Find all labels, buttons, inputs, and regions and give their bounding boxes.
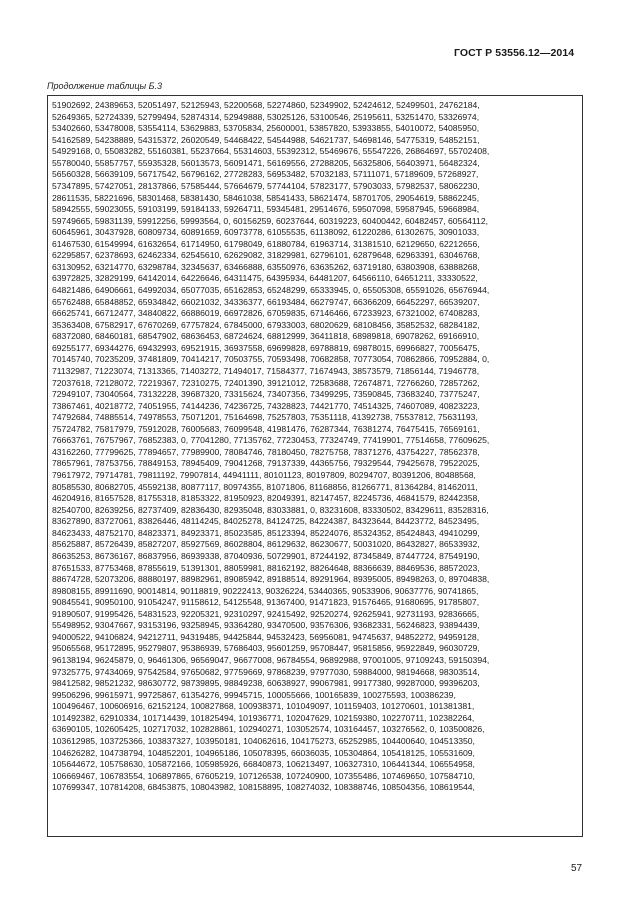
table-line: 46204916, 81657528, 81755318, 81853322, 81950923, 82049391, 82147457, 82245736, 46841579, 82442358, (52, 493, 480, 504)
table-line: 69255177, 69344276, 69432993, 69521915, 36937558, 69699828, 69788819, 69878015, 69966827, 70056475, (52, 342, 480, 353)
table-line: 74792684, 74885514, 74978553, 75071201, 75164698, 75257803, 75351118, 41392738, 75537812, 75631193, (52, 412, 478, 423)
table-line: 95065568, 95172895, 95279807, 95386939, 57686403, 95601259, 95708447, 95815856, 95922849, 96030729, (52, 643, 480, 654)
table-line: 104626282, 104738794, 104852201, 104965186, 105078395, 66036035, 105304864, 105418125, 105531609, (52, 747, 475, 758)
table-line: 83627890, 83727061, 83826446, 48114245, 84025278, 84124725, 84224387, 84323644, 84423772, 84523495, (52, 516, 480, 527)
table-line: 76663761, 76757967, 76852383, 0, 77041280, 77135762, 77230453, 77324749, 77419901, 77514658, 77609625, (52, 435, 490, 446)
table-line: 73867461, 40218772, 74051955, 74144236, 74236725, 74328823, 74421770, 74514325, 74607089, 40823223, (52, 400, 480, 411)
table-line: 96138194, 96245879, 0, 96461306, 96569047, 96677008, 96784554, 96892988, 97001005, 97109243, 59150394, (52, 655, 490, 665)
table-line: 71132987, 71223074, 71313365, 71403272, 71494017, 71584377, 71674943, 38573579, 71856144, 71946778, (52, 365, 480, 376)
table-line: 53402660, 53478008, 53554114, 53629883, 53705834, 25600001, 53857820, 53933855, 54010072, 54085950, (52, 123, 480, 134)
table-line: 63972825, 32829199, 64142014, 64226646, 64311475, 64395934, 64481207, 64566110, 64651211, 33330522, (52, 273, 478, 284)
table-line: 84623433, 48752170, 84823371, 84923371, 85023585, 85123394, 85224076, 85324352, 85424843, 49410299, (52, 527, 480, 538)
table-line: 98412582, 98521232, 98630772, 98739895, 98849238, 60638927, 99067981, 99177380, 99287000, 99396203, (52, 678, 480, 689)
table-line: 54929168, 0, 55083282, 55160381, 55237664, 55314603, 55392312, 55469676, 55547226, 26864697, 55702408, (52, 146, 490, 157)
table-line: 97325775, 97434069, 97542584, 97650682, 97759669, 97868239, 97977030, 59884000, 98194668, 98303514, (52, 666, 480, 677)
table-line: 59749665, 59831139, 59912256, 59993564, 0, 60156259, 60237644, 60319223, 60400442, 60482457, 60564112, (52, 215, 488, 226)
table-line: 63690105, 102605425, 102717032, 102828861, 102940271, 103052574, 103164457, 103276562, 0, 103500826, (52, 724, 485, 735)
table-line: 105644672, 105758630, 105872166, 105985926, 66840873, 106213497, 106327310, 106441344, 106554958, (52, 759, 475, 770)
table-line: 106669467, 106783554, 106897865, 67605219, 107126538, 107240900, 107355486, 107469650, 107584710, (52, 770, 475, 781)
table-line: 99506296, 99615971, 99725867, 61354276, 99945715, 100055666, 100165839, 100275593, 100386239, (52, 689, 456, 700)
table-line: 70145740, 70235209, 37481809, 70414217, 70503755, 70593498, 70682858, 70773054, 70862866, 70952884, 0, (52, 354, 490, 365)
table-line: 107699347, 107814208, 68453875, 108043982, 108158895, 108274032, 108388746, 108504356, 108619544, (52, 782, 475, 793)
table-line: 86635253, 86736167, 86837956, 86939338, 87040936, 50729901, 87244192, 87345849, 87447724, 87549190, (52, 550, 480, 561)
table-line: 88674728, 52073206, 88880197, 88982961, 89085942, 89188514, 89291964, 89395005, 89498263, 0, 89704838, (52, 574, 490, 585)
table-line: 80585530, 80682705, 45592138, 80877117, 80974355, 81071806, 81168856, 81266771, 81364284, 81462011, (52, 481, 478, 492)
table-line: 64821486, 64906661, 64992034, 65077035, 65162853, 65248299, 65333945, 0, 65505308, 65591026, 65676944, (52, 285, 490, 295)
table-caption: Продолжение таблицы Б.3 (47, 81, 163, 91)
table-line: 63130952, 63214770, 63298784, 32345637, 63466888, 63550976, 63635262, 63719180, 63803908, 63888268, (52, 261, 480, 272)
table-line: 62295857, 62378693, 62462334, 62545610, 62629082, 31829981, 62796101, 62879648, 62963391, 63046768, (52, 250, 480, 261)
table-line: 89808155, 89911690, 90014814, 90118819, 90222413, 90326224, 53440365, 90533906, 90637776, 90741865, (52, 585, 479, 596)
table-line: 55780040, 55857757, 55935328, 56013573, 56091471, 56169556, 27288205, 56325806, 56403971, 56482324, (52, 157, 480, 168)
table-line: 54162589, 54238889, 54315372, 26020549, 54468422, 54544988, 54621737, 54698146, 54775319, 54852151, (52, 134, 480, 145)
table-line: 52649365, 52724339, 52799494, 52874314, 52949888, 53025126, 53100546, 25195611, 53251470, 53326974, (52, 111, 480, 122)
table-line: 56560328, 56639109, 56717542, 56796162, 27728283, 56953482, 57032183, 57111071, 57189609, 57268927, (52, 169, 479, 180)
table-line: 68372080, 68460181, 68547902, 68636453, 68724624, 68812999, 36411818, 68989818, 69078262, 69166910, (52, 331, 480, 342)
table-line: 91890507, 91995426, 54831523, 92205321, 92310297, 92415492, 92520274, 92625941, 92731193, 92836665, (52, 608, 480, 619)
table-line: 78657961, 78753756, 78849153, 78945409, 79041268, 79137339, 44365756, 79329544, 79425678, 79522025, (52, 458, 480, 469)
table-line: 75724782, 75817979, 75912028, 76005683, 76099548, 41981476, 76287344, 76381274, 76475415, 76569161, (52, 423, 480, 434)
table-line: 66625741, 66712477, 34840822, 66886019, 66972826, 67059835, 67146466, 67233923, 67321002, 67408283, (52, 308, 480, 319)
table-line: 100496467, 100606916, 62152124, 100827868, 100938371, 101049097, 101159403, 101270601, 101381381, (52, 701, 475, 712)
table-line: 51902692, 24389653, 52051497, 52125943, 52200568, 52274860, 52349902, 52424612, 52499501, 24762184, (52, 100, 480, 110)
table-line: 72949107, 73040564, 73132228, 39687320, 73315624, 73407356, 73499295, 73590845, 73683240, 73775247, (52, 389, 480, 400)
table-line: 43162260, 77799625, 77894657, 77989900, 78084746, 78180450, 78275758, 78371276, 43754227, 78562378, (52, 446, 480, 457)
table-line: 79617972, 79714781, 79811192, 79907814, 44941111, 80101123, 80197809, 80294707, 80391206, 80488568, (52, 470, 476, 480)
table-cell-text (52, 100, 578, 794)
table-line: 87651533, 87753468, 87855619, 51391301, 88059981, 88162192, 88264648, 88366639, 88469536, 88572023, (52, 562, 480, 573)
table-line: 94000522, 94106824, 94212711, 94319485, 94425844, 94532423, 56956081, 94745637, 94852272, 94959128, (52, 631, 480, 642)
table-line: 61467530, 61549994, 61632654, 61714950, 61798049, 61880784, 61963714, 31381510, 62129650, 62212656, (52, 238, 480, 249)
table-line: 65762488, 65848852, 65934842, 66021032, 34336377, 66193484, 66279747, 66366209, 66452297, 66539207, (52, 296, 480, 307)
table-line: 55498952, 93047667, 93153196, 93258945, 93364280, 93470500, 93576306, 93682331, 56246823, 93894439, (52, 620, 480, 631)
table-line: 35363408, 67582917, 67670269, 67757824, 67845000, 67933003, 68020629, 68108456, 35852532, 68284182, (52, 319, 480, 330)
table-line: 58942555, 59023055, 59103199, 59184133, 59264711, 59345481, 29514676, 59507098, 59587945, 59668984, (52, 204, 480, 215)
table-line: 82540700, 82639256, 82737409, 82836430, 82935048, 83033881, 0, 83231608, 83330502, 83429611, 83528316, (52, 504, 489, 515)
page-number: 57 (571, 863, 583, 874)
table-line: 60645961, 30437928, 60809734, 60891659, 60973778, 61055535, 61138092, 61220286, 61302675, 30901033, (52, 227, 480, 238)
table-line: 28611535, 58221696, 58301468, 58381430, 58461038, 58541433, 58621474, 58701705, 29054619, 58862245, (52, 192, 480, 203)
table-line: 90845541, 90950100, 91054247, 91158612, 54125548, 91367400, 91471823, 91576465, 91680695, 91785807, (52, 597, 480, 608)
table-line: 103612985, 103725366, 103837327, 103950181, 104062616, 104175273, 65252985, 104400640, 104513350, (52, 735, 475, 746)
table-b3-continuation (47, 95, 583, 837)
table-line: 57347895, 57427051, 28137866, 57585444, 57664679, 57744104, 57823177, 57903033, 57982537, 58062230, (52, 180, 480, 191)
table-line: 72037618, 72128072, 72219367, 72310275, 72401390, 39121012, 72583688, 72674871, 72766260, 72857262, (52, 377, 480, 388)
table-line: 101492382, 62910334, 101714439, 101825494, 101936771, 102047629, 102159380, 102270711, 102382264, (52, 712, 475, 723)
table-line: 85625887, 85726439, 85827207, 85927569, 86028804, 86129632, 86230677, 50031020, 86432827, 86533932, (52, 539, 480, 550)
document-header: ГОСТ Р 53556.12—2014 (454, 47, 575, 59)
